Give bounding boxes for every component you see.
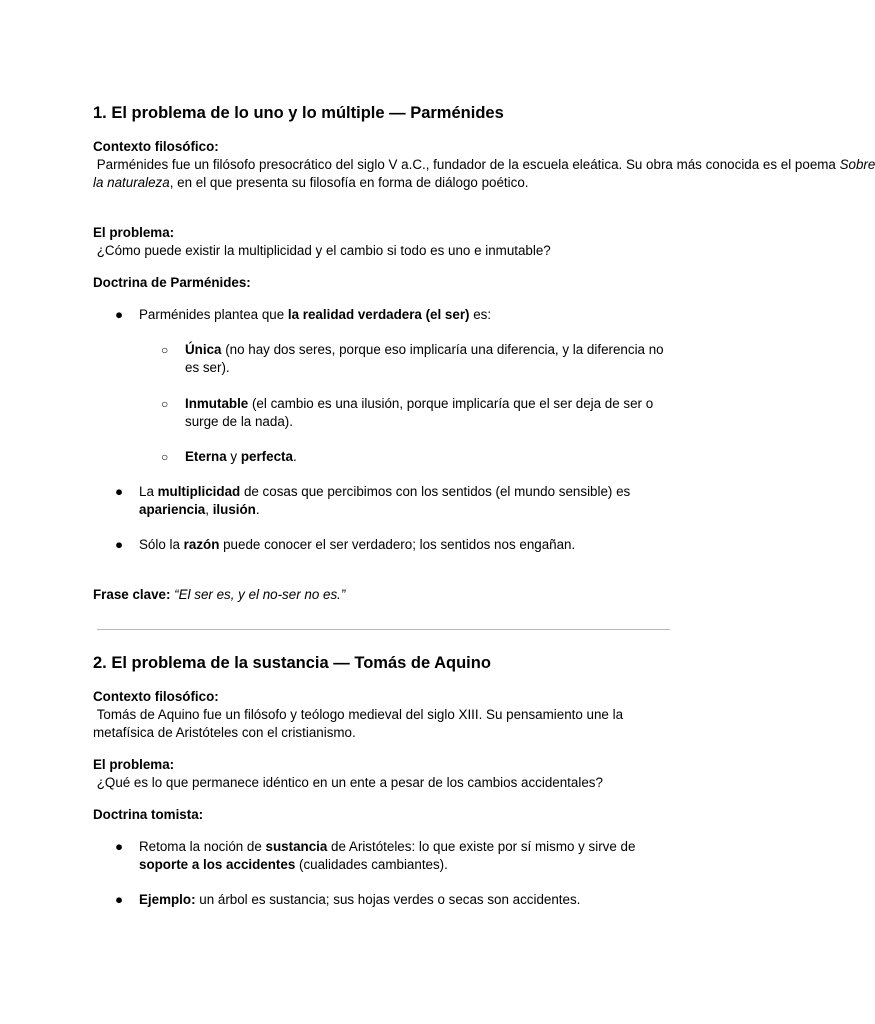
s1-context-lead: Parménides fue un filósofo presocrático del siglo V a.C., fundador de la escuela eleática. Su obra más conocida es el poema (93, 157, 840, 172)
b1-bold: la realidad verdadera (el ser) (287, 307, 470, 322)
s1-problem-label: El problema: (93, 225, 175, 240)
b2-pre: La (139, 484, 158, 499)
s3-bold-1: Eterna (185, 449, 227, 464)
section-1-title: 1. El problema de lo uno y lo múltiple — Parménides (93, 104, 504, 122)
key-phrase (93, 586, 678, 604)
t-b1-bold-1: sustancia (265, 839, 328, 854)
s1-context-tail: , en el que presenta su filosofía en forma de diálogo poético. (169, 175, 529, 190)
s2-problem-label: El problema: (93, 757, 175, 772)
s3-bold-2: perfecta (240, 449, 293, 464)
s3-mid: y (226, 449, 241, 464)
key-phrase-quote: “El ser es, y el no-ser no es.” (174, 587, 346, 602)
s1-poem-title: Sobre la naturaleza (93, 157, 875, 190)
bullet-icon: ● (115, 537, 124, 552)
bullet-icon: ● (115, 892, 124, 907)
t-b2-bold: Ejemplo: (139, 892, 196, 907)
bullet-icon: ● (115, 307, 124, 322)
b3-post: puede conocer el ser verdadero; los sentidos nos engañan. (219, 537, 576, 552)
t-b2-text: un árbol es sustancia; sus hojas verdes o secas son accidentes. (195, 892, 581, 907)
b2-comma: , (205, 502, 213, 517)
s1-bold: Única (185, 342, 222, 357)
b2-mid: de cosas que percibimos con los sentidos (el mundo sensible) es (240, 484, 631, 499)
circle-bullet-icon: ○ (161, 397, 169, 411)
s1-context-label: Contexto filosófico: (93, 139, 219, 154)
s3-end: . (292, 449, 297, 464)
t-b1-post: (cualidades cambiantes). (295, 857, 448, 872)
s2-text: (el cambio es una ilusión, porque implicaría que el ser deja de ser o surge de la nada). (185, 396, 654, 429)
t-b1-bold-2: soporte a los accidentes (139, 857, 296, 872)
b1-post: es: (469, 307, 492, 322)
t-b1-mid: de Aristóteles: lo que existe por sí mismo y sirve de (327, 839, 636, 854)
section-2-title: 2. El problema de la sustancia — Tomás de Aquino (93, 654, 491, 672)
t-b1-pre: Retoma la noción de (139, 839, 266, 854)
key-phrase-label: Frase clave: (93, 587, 171, 602)
s1-text: (no hay dos seres, porque eso implicaría una diferencia, y la diferencia no es ser). (185, 342, 664, 375)
s2-problem-text: ¿Qué es lo que permanece idéntico en un ente a pesar de los cambios accidentales? (93, 775, 603, 790)
b1-pre: Parménides plantea que (139, 307, 288, 322)
s1-doctrine-label: Doctrina de Parménides: (93, 275, 251, 290)
b3-bold: razón (183, 537, 220, 552)
b3-pre: Sólo la (139, 537, 184, 552)
s1-context-paragraph (93, 156, 875, 192)
s2-bold: Inmutable (185, 396, 249, 411)
circle-bullet-icon: ○ (161, 343, 169, 357)
b2-end: . (255, 502, 260, 517)
bullet-icon: ● (115, 839, 124, 854)
b2-bold-1: multiplicidad (157, 484, 241, 499)
s2-context-label: Contexto filosófico: (93, 689, 219, 704)
s1-problem-text: ¿Cómo puede existir la multiplicidad y el cambio si todo es uno e inmutable? (93, 243, 551, 258)
s2-context-text: Tomás de Aquino fue un filósofo y teólogo medieval del siglo XIII. Su pensamiento une la metafísica de Aristóteles con el cristianismo. (93, 707, 627, 740)
b2-bold-2: apariencia (139, 502, 206, 517)
bullet-icon: ● (115, 484, 124, 499)
horizontal-divider (97, 629, 670, 630)
b2-bold-3: ilusión (212, 502, 256, 517)
circle-bullet-icon: ○ (161, 450, 169, 464)
s2-doctrine-label: Doctrina tomista: (93, 807, 204, 822)
